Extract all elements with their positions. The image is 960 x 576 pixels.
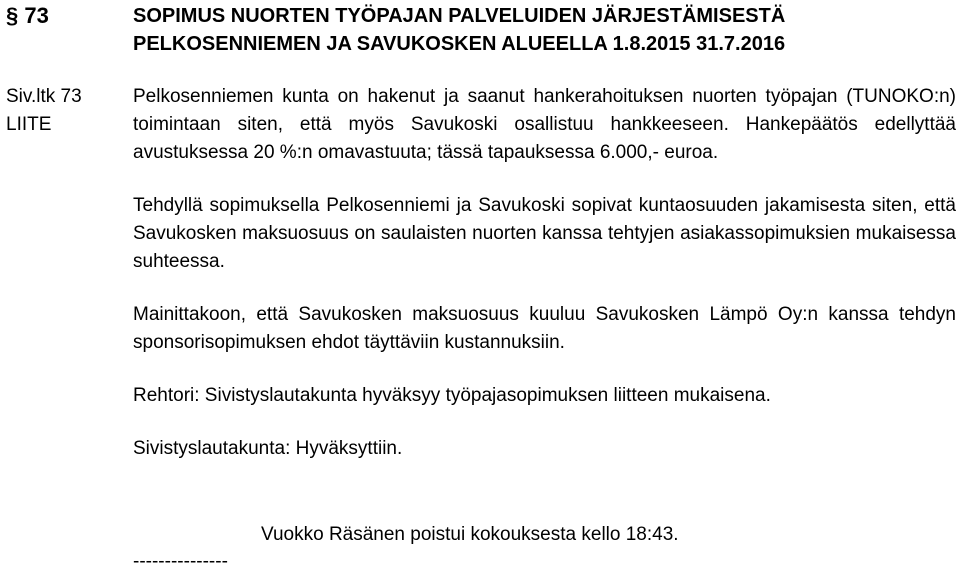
sidebar-attachment-label: LIITE	[6, 114, 52, 135]
sidebar	[6, 83, 82, 139]
document-body	[133, 83, 956, 463]
section-title: SOPIMUS NUORTEN TYÖPAJAN PALVELUIDEN JÄRJESTÄMISESTÄ PELKOSENNIEMEN JA SAVUKOSKEN ALUEELLA 1.8.2015 31.7.2016	[133, 5, 786, 55]
section-number: § 73	[6, 3, 49, 28]
paragraph-proposal: Rehtori: Sivistyslautakunta hyväksyy työpajasopimuksen liitteen mukaisena.	[133, 385, 771, 406]
meeting-note: Vuokko Räsänen poistui kokouksesta kello 18:43.	[261, 524, 679, 545]
paragraph-decision: Sivistyslautakunta: Hyväksyttiin.	[133, 438, 403, 459]
separator-line: ---------------	[133, 551, 228, 572]
sidebar-reference: Siv.ltk 73	[6, 86, 82, 107]
paragraph-funding: Pelkosenniemen kunta on hakenut ja saanut hankerahoituksen nuorten työpajan (TUNOKO:n) toimintaan siten, että myös Savukoski osallistuu hankkeeseen. Hankepäätös edellyttää avustuksessa 20 %:n omavastuuta; tässä tapauksessa 6.000,- euroa.	[133, 86, 956, 163]
paragraph-cost-sharing: Tehdyllä sopimuksella Pelkosenniemi ja Savukoski sopivat kuntaosuuden jakamisesta siten, että Savukosken maksuosuus on saulaisten nuorten kanssa tehtyjen asiakassopimuksien mukaisessa suhteessa.	[133, 195, 956, 272]
paragraph-sponsorship: Mainittakoon, että Savukosken maksuosuus kuuluu Savukosken Lämpö Oy:n kanssa tehdyn sponsorisopimuksen ehdot täyttäviin kustannuksiin.	[133, 304, 956, 353]
